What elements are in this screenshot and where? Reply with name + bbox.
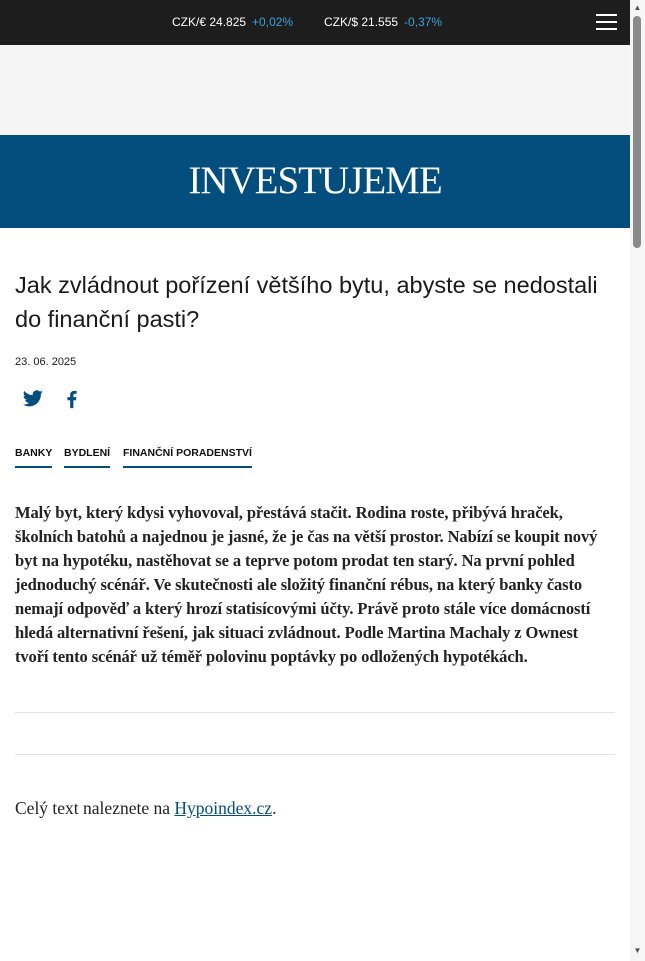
scrollbar-thumb[interactable] [633,16,641,248]
source-note [15,796,276,820]
ticker-item-usd [324,15,442,30]
source-link[interactable]: Hypoindex.cz [174,798,273,818]
currency-ticker [0,0,630,45]
scrollbar[interactable] [630,0,645,961]
ticker-eur-change: +0,02% [252,15,294,29]
divider-top [15,712,615,713]
site-logo[interactable]: INVESTUJEME [188,159,442,202]
tag-financni-poradenstvi[interactable]: FINANČNÍ PORADENSTVÍ [123,447,252,468]
twitter-bird-icon [22,388,44,410]
menu-bar-top [596,14,617,16]
ticker-eur-rate: CZK/€ 24.825 [172,15,247,29]
source-suffix: . [272,798,277,818]
menu-bar-bottom [596,28,617,30]
article-date: 23. 06. 2025 [15,356,77,368]
tag-bydleni[interactable]: BYDLENÍ [64,447,110,468]
tag-banky[interactable]: BANKY [15,447,52,468]
ticker-item-eur [172,15,293,30]
menu-bar-middle [596,21,617,23]
facebook-icon[interactable] [61,388,83,410]
ad-placeholder [0,45,630,135]
twitter-icon[interactable] [22,388,44,410]
ticker-usd-change: -0,37% [404,15,443,29]
scroll-up-arrow-icon[interactable]: ▲ [633,3,642,12]
source-prefix: Celý text naleznete na [15,798,175,818]
ticker-usd-rate: CZK/$ 21.555 [324,15,399,29]
article-lead: Malý byt, který kdysi vyhovoval, přestává stačit. Rodina roste, přibývá hraček, školních batohů a najednou je jasné, že je čas na větší prostor. Nabízí se koupit nový byt na hypotéku, nastěhovat se a teprve potom prodat ten starý. Na první pohled jednoduchý scénář. Ve skutečnosti ale složitý finanční rébus, na který banky často nemají odpověď a který hrozí statisícovými účty. Právě proto stále více domácností hledá alternativní řešení, jak situaci zvládnout. Podle Martina Machaly z Ownest tvoří tento scénář už téměř polovinu poptávky po odložených hypotékách. [15,503,598,666]
article-title: Jak zvládnout pořízení většího bytu, abyste se nedostali do finanční pasti? [15,272,598,332]
facebook-f-icon [61,388,83,410]
site-header [0,135,630,228]
hamburger-menu-icon[interactable] [596,13,618,31]
divider-bottom [15,754,615,755]
scroll-down-arrow-icon[interactable]: ▼ [633,946,642,955]
